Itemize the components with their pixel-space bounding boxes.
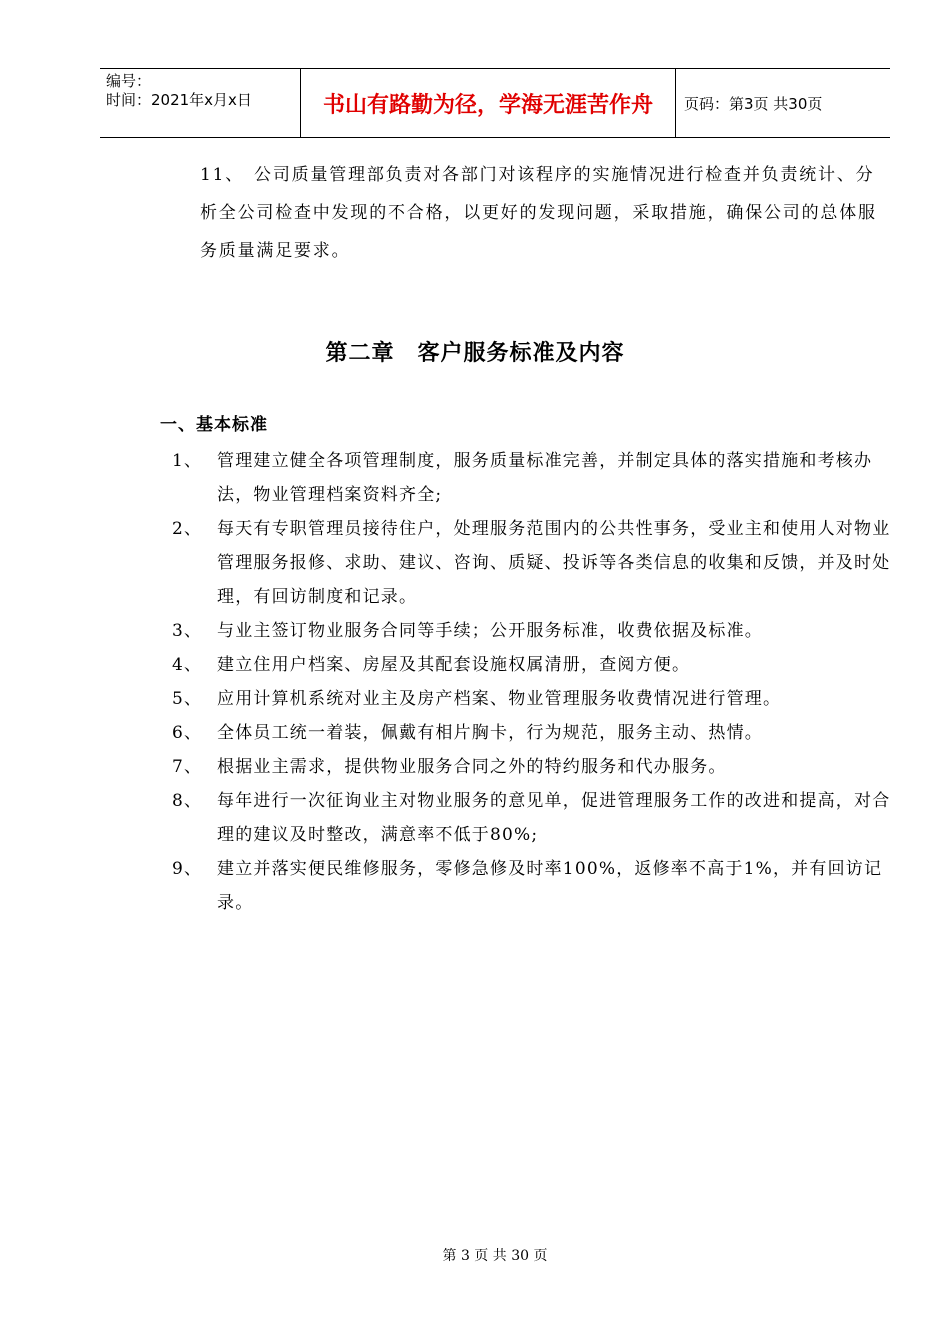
list-item-number: 5、 [172,689,203,709]
list-item-text: 每天有专职管理员接待住户，处理服务范围内的公共性事务，受业主和使用人对物业管理服务报修、求助、建议、咨询、质疑、投诉等各类信息的收集和反馈，并及时处理，有回访制度和记录。 [217,519,891,607]
chapter-title: 第二章 客户服务标准及内容 [325,340,625,366]
list-item-number: 9、 [172,859,203,879]
page-header [100,68,890,138]
list-item-number: 3、 [172,621,203,641]
list-item-text: 与业主签订物业服务合同等手续；公开服务标准，收费依据及标准。 [217,621,763,641]
section-title: 一、基本标准 [160,415,268,435]
page-footer: 第 3 页 共 30 页 [442,1248,548,1264]
list-item [172,682,892,716]
header-page-code: 页码：第3页 共30页 [684,94,823,113]
list-item-number: 7、 [172,757,203,777]
list-item-text: 全体员工统一着装，佩戴有相片胸卡，行为规范，服务主动、热情。 [217,723,763,743]
list-item [172,444,892,512]
list-item-number: 6、 [172,723,203,743]
list-item [172,716,892,750]
intro-item-text: 公司质量管理部负责对各部门对该程序的实施情况进行检查并负责统计、分析全公司检查中发现的不合格，以更好的发现问题，采取措施，确保公司的总体服务质量满足要求。 [200,165,877,261]
header-time-label: 时间：2021年x月x日 [106,91,252,109]
list-item-text: 建立住用户档案、房屋及其配套设施权属清册，查阅方便。 [217,655,691,675]
header-number-label: 编号： [106,72,152,90]
list-item [172,750,892,784]
list-item-text: 每年进行一次征询业主对物业服务的意见单，促进管理服务工作的改进和提高，对合理的建议及时整改，满意率不低于80%; [217,791,891,845]
list-item [172,512,892,614]
list-item-text: 建立并落实便民维修服务，零修急修及时率100%，返修率不高于1%，并有回访记录。 [217,859,883,913]
list-item [172,648,892,682]
list-item [172,784,892,852]
list-item-number: 4、 [172,655,203,675]
header-meta [100,69,301,137]
list-item-text: 管理建立健全各项管理制度，服务质量标准完善，并制定具体的落实措施和考核办法，物业管理档案资料齐全; [217,451,873,505]
list-item-number: 8、 [172,791,203,811]
list-item [172,852,892,920]
list-item [172,614,892,648]
list-item-text: 根据业主需求，提供物业服务合同之外的特约服务和代办服务。 [217,757,727,777]
list-item-number: 2、 [172,519,203,539]
standards-list [172,444,892,920]
list-item-text: 应用计算机系统对业主及房产档案、物业管理服务收费情况进行管理。 [217,689,782,709]
header-motto: 书山有路勤为径，学海无涯苦作舟 [301,69,676,137]
intro-item [200,156,880,270]
list-item-number: 1、 [172,451,203,471]
intro-item-number: 11、 [200,165,245,185]
